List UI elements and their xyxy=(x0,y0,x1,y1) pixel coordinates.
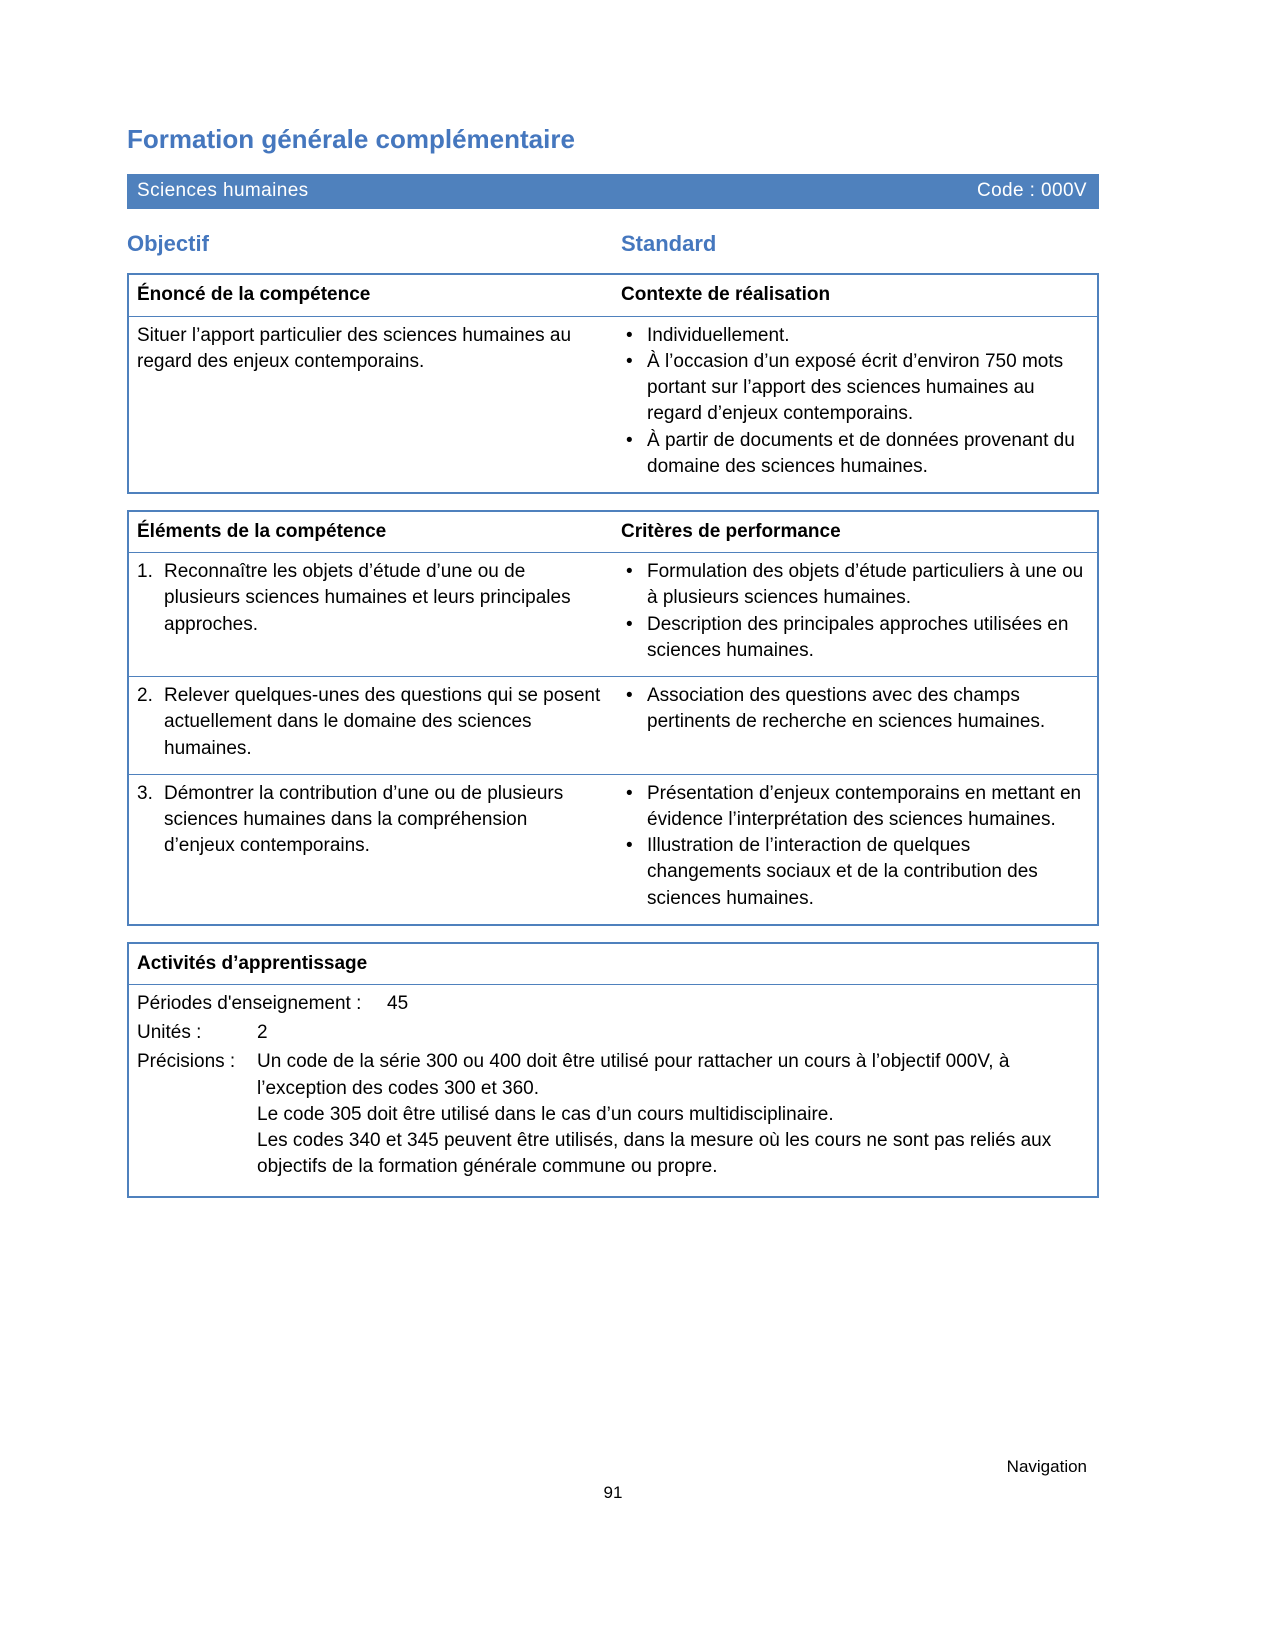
activities-header: Activités d’apprentissage xyxy=(129,944,1097,985)
banner-subject-label: Sciences humaines xyxy=(137,179,309,201)
list-item xyxy=(619,612,1085,664)
activities-body xyxy=(129,985,1097,1196)
criteria-cell xyxy=(613,775,1097,924)
numbered-item xyxy=(137,781,601,860)
context-bullet-text: À l’occasion d’un exposé écrit d’environ 750 mots portant sur l’apport des sciences humaines au regard d’enjeux contemporains. xyxy=(647,350,1064,425)
list-item xyxy=(619,683,1085,735)
criteria-cell xyxy=(613,553,1097,676)
precisions-row xyxy=(137,1049,1085,1180)
criterion-text: Illustration de l’interaction de quelques changements sociaux et de la contribution des sciences humaines. xyxy=(647,835,1038,909)
document-page xyxy=(127,0,1099,1214)
page-number: 91 xyxy=(603,1483,623,1502)
subject-banner xyxy=(127,174,1099,209)
bullet-marker: • xyxy=(626,782,633,804)
contexte-bullets-cell xyxy=(613,317,1097,492)
criterion-text: Association des questions avec des champs pertinents de recherche en sciences humaines. xyxy=(647,685,1046,733)
contexte-realisation-header: Contexte de réalisation xyxy=(621,284,831,306)
standard-heading: Standard xyxy=(621,231,717,257)
bullet-marker: • xyxy=(626,324,633,346)
bullet-marker: • xyxy=(626,613,633,635)
elements-table-header-row xyxy=(129,512,1097,553)
periods-row xyxy=(137,991,1085,1017)
competence-statement: Situer l’apport particulier des sciences humaines au regard des enjeux contemporains. xyxy=(137,324,572,372)
item-number: 3. xyxy=(137,782,153,804)
item-number: 1. xyxy=(137,561,153,583)
elements-table xyxy=(127,510,1099,926)
precision-paragraph: Un code de la série 300 ou 400 doit être utilisé pour rattacher un cours à l’objectif 000V, à l’exception des codes 300 et 360. xyxy=(257,1051,1010,1099)
navigation-link[interactable]: Navigation xyxy=(1006,1457,1087,1476)
element-cell xyxy=(129,553,613,676)
list-item xyxy=(619,833,1085,912)
periods-value: 45 xyxy=(387,993,409,1015)
precisions-text-block xyxy=(257,1049,1085,1180)
competence-table xyxy=(127,273,1099,494)
competence-table-header-row xyxy=(129,275,1097,316)
criteres-performance-header: Critères de performance xyxy=(621,520,841,542)
criterion-text: Formulation des objets d’étude particuliers à une ou à plusieurs sciences humaines. xyxy=(647,561,1084,609)
item-number: 2. xyxy=(137,685,153,707)
units-label: Unités : xyxy=(137,1022,202,1044)
context-bullet-text: À partir de documents et de données provenant du domaine des sciences humaines. xyxy=(647,429,1075,477)
numbered-item xyxy=(137,559,601,638)
criteria-cell xyxy=(613,677,1097,774)
table-row xyxy=(129,553,1097,677)
element-text: Relever quelques-unes des questions qui se posent actuellement dans le domaine des sciences humaines. xyxy=(164,685,601,759)
numbered-item xyxy=(137,683,601,762)
list-item xyxy=(619,349,1085,428)
precisions-label: Précisions : xyxy=(137,1051,236,1073)
units-row xyxy=(137,1020,1085,1046)
element-cell xyxy=(129,677,613,774)
page-title: Formation générale complémentaire xyxy=(127,124,575,154)
banner-code-label: Code : 000V xyxy=(976,179,1087,201)
list-item xyxy=(619,323,1085,349)
bullet-marker: • xyxy=(626,685,633,707)
enonce-competence-header: Énoncé de la compétence xyxy=(137,284,371,306)
competence-statement-cell xyxy=(129,317,613,492)
bullet-marker: • xyxy=(626,350,633,372)
competence-table-body-row xyxy=(129,317,1097,492)
bullet-marker: • xyxy=(626,835,633,857)
table-row xyxy=(129,677,1097,775)
section-headings xyxy=(127,229,1099,259)
list-item xyxy=(619,781,1085,833)
list-item xyxy=(619,559,1085,611)
precision-paragraph: Le code 305 doit être utilisé dans le cas d’un cours multidisciplinaire. xyxy=(257,1103,834,1125)
bullet-marker: • xyxy=(626,561,633,583)
bullet-marker: • xyxy=(626,429,633,451)
units-value: 2 xyxy=(257,1022,268,1044)
activities-table xyxy=(127,942,1099,1198)
element-cell xyxy=(129,775,613,924)
criterion-text: Présentation d’enjeux contemporains en mettant en évidence l’interprétation des sciences humaines. xyxy=(647,782,1082,830)
element-text: Reconnaître les objets d’étude d’une ou de plusieurs sciences humaines et leurs principales approches. xyxy=(164,561,571,635)
element-text: Démontrer la contribution d’une ou de plusieurs sciences humaines dans la compréhension d’enjeux contemporains. xyxy=(164,782,564,857)
list-item xyxy=(619,428,1085,480)
periods-label: Périodes d'enseignement : xyxy=(137,993,362,1015)
elements-competence-header: Éléments de la compétence xyxy=(137,520,387,542)
precision-paragraph: Les codes 340 et 345 peuvent être utilisés, dans la mesure où les cours ne sont pas reliés aux objectifs de la formation générale commune ou propre. xyxy=(257,1130,1052,1178)
criterion-text: Description des principales approches utilisées en sciences humaines. xyxy=(647,613,1069,661)
context-bullet-text: Individuellement. xyxy=(647,324,790,346)
table-row xyxy=(129,775,1097,924)
objectif-heading: Objectif xyxy=(127,231,209,257)
